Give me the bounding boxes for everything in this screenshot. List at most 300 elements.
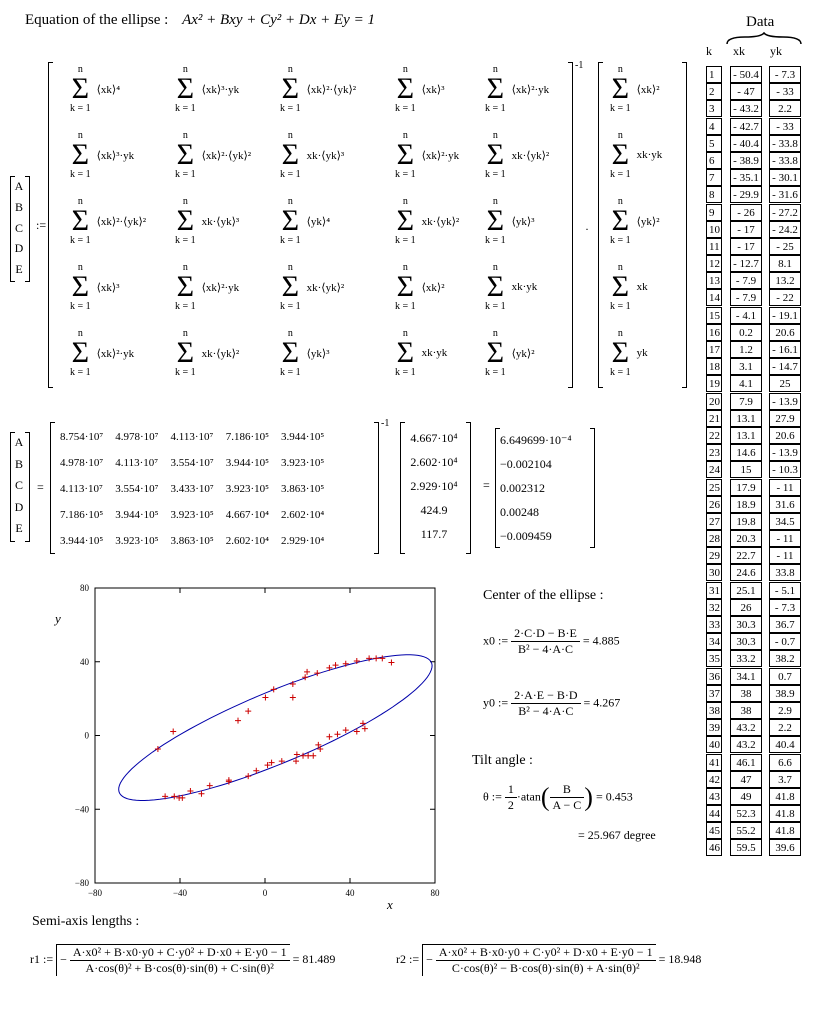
sum-term <box>610 64 660 114</box>
matrix-cell: 4.113·10⁷ <box>60 483 103 495</box>
x-tick-label: −80 <box>87 888 103 898</box>
k-cell: 12 <box>706 255 722 272</box>
data-point <box>290 695 296 701</box>
x-column <box>730 66 762 857</box>
sigma-icon: Σ <box>611 138 630 171</box>
r2-value: = 18.948 <box>658 951 702 966</box>
x-cell: 49 <box>730 788 762 805</box>
sum-top: n <box>77 196 83 207</box>
k-cell: 38 <box>706 702 722 719</box>
var-label: B <box>14 199 23 214</box>
sum-top: n <box>287 196 293 207</box>
y-cell: 40.4 <box>769 736 801 753</box>
y-cell: 8.1 <box>769 255 801 272</box>
y-tick-label: 80 <box>80 583 89 593</box>
y-cell: - 19.1 <box>769 307 801 324</box>
data-point <box>333 662 339 668</box>
x-cell: 4.1 <box>730 375 762 392</box>
x-cell: 19.8 <box>730 513 762 530</box>
r2-denominator: C·cos(θ)² − B·cos(θ)·sin(θ) + A·sin(θ)² <box>451 961 640 975</box>
k-cell: 46 <box>706 839 722 856</box>
x-axis-label: x <box>387 897 393 910</box>
x-cell: 55.2 <box>730 822 762 839</box>
result-vector <box>500 428 590 548</box>
sum-bottom: k = 1 <box>70 235 91 246</box>
sum-term <box>395 196 459 246</box>
sum-body: ⟨xk⟩²·yk <box>96 347 135 360</box>
var-label: A <box>14 179 24 193</box>
sum-body: ⟨yk⟩² <box>511 347 535 360</box>
y-cell: 0.7 <box>769 668 801 685</box>
matrix-cell: 4.978·10⁷ <box>115 431 159 443</box>
k-cell: 17 <box>706 341 722 358</box>
x-cell: 52.3 <box>730 805 762 822</box>
sum-term <box>280 196 330 246</box>
sum-body: xk·⟨yk⟩² <box>511 149 550 162</box>
k-cell: 3 <box>706 100 722 117</box>
data-point <box>388 659 394 665</box>
r2-minus: − <box>426 952 433 967</box>
sum-term <box>175 196 239 246</box>
sum-bottom: k = 1 <box>175 169 196 180</box>
sum-bottom: k = 1 <box>610 301 631 312</box>
y-cell: 38.9 <box>769 685 801 702</box>
half-numerator: 1 <box>505 782 517 798</box>
sum-term <box>485 64 549 114</box>
y-cell: - 5.1 <box>769 582 801 599</box>
x-cell: - 50.4 <box>730 66 762 83</box>
sum-term <box>395 262 445 312</box>
data-point <box>235 718 241 724</box>
x-cell: 14.6 <box>730 444 762 461</box>
sum-bottom: k = 1 <box>70 103 91 114</box>
var-label: D <box>14 241 24 256</box>
y0-denominator: B² − 4·A·C <box>518 704 574 718</box>
data-point <box>271 686 277 692</box>
k-cell: 20 <box>706 393 722 410</box>
y-tick-label: 40 <box>80 656 89 667</box>
k-cell: 28 <box>706 530 722 547</box>
sum-body: ⟨xk⟩⁴ <box>96 83 121 96</box>
var-label: C <box>14 478 23 493</box>
sum-body: yk <box>636 347 648 359</box>
sum-body: ⟨xk⟩²·⟨yk⟩² <box>201 149 252 162</box>
sigma-icon: Σ <box>281 138 300 171</box>
sum-top: n <box>492 262 498 273</box>
x-cell: 15 <box>730 461 762 478</box>
sigma-icon: Σ <box>486 138 505 171</box>
y-cell: 25 <box>769 375 801 392</box>
k-cell: 14 <box>706 289 722 306</box>
sigma-icon: Σ <box>176 72 195 105</box>
x-tick-label: 0 <box>262 888 268 898</box>
x-cell: - 42.7 <box>730 118 762 135</box>
y-cell: 20.6 <box>769 427 801 444</box>
y-cell: - 33 <box>769 83 801 100</box>
k-cell: 41 <box>706 754 722 771</box>
r1-minus: − <box>60 952 67 967</box>
x-cell: 3.1 <box>730 358 762 375</box>
sum-term <box>485 262 537 312</box>
equals-op: = <box>37 480 44 494</box>
var-label: E <box>15 262 23 277</box>
sum-body: xk·yk <box>636 149 663 161</box>
x-cell: 7.9 <box>730 393 762 410</box>
k-cell: 1 <box>706 66 722 83</box>
y-cell: 2.9 <box>769 702 801 719</box>
sum-bottom: k = 1 <box>70 169 91 180</box>
sum-body: ⟨xk⟩³ <box>421 83 445 96</box>
sum-bottom: k = 1 <box>610 103 631 114</box>
y-cell: - 11 <box>769 530 801 547</box>
sum-bottom: k = 1 <box>610 169 631 180</box>
x0-denominator: B² − 4·A·C <box>517 642 573 656</box>
title-text: Equation of the ellipse : <box>25 12 169 28</box>
sum-body: ⟨xk⟩³·yk <box>96 149 135 162</box>
sigma-icon: Σ <box>396 270 415 303</box>
y-header: yk <box>770 44 782 58</box>
y-cell: 41.8 <box>769 805 801 822</box>
k-cell: 27 <box>706 513 722 530</box>
sum-top: n <box>287 262 293 273</box>
x-cell: 38 <box>730 685 762 702</box>
sigma-icon: Σ <box>71 336 90 369</box>
rhs-cell: 424.9 <box>420 503 448 517</box>
numeric-rhs-vector <box>404 426 464 546</box>
sum-bottom: k = 1 <box>395 301 416 312</box>
sum-term <box>395 64 445 114</box>
inverse-sup-2: -1 <box>381 418 390 429</box>
x-cell: - 26 <box>730 204 762 221</box>
x-cell: 46.1 <box>730 754 762 771</box>
rhs-cell: 2.929·10⁴ <box>410 479 458 493</box>
x0-numerator: 2·C·D − B·E <box>511 626 580 642</box>
x0-formula <box>483 626 620 657</box>
k-cell: 45 <box>706 822 722 839</box>
var-label: A <box>14 435 24 449</box>
data-point <box>304 669 310 675</box>
page-title <box>25 12 375 29</box>
x-cell: 59.5 <box>730 839 762 856</box>
sum-term <box>395 328 447 378</box>
sigma-icon: Σ <box>176 270 195 303</box>
semi-heading: Semi-axis lengths : <box>32 914 140 929</box>
sum-top: n <box>617 130 623 141</box>
sum-body: xk·yk <box>511 281 538 293</box>
tilt-heading: Tilt angle : <box>472 753 533 768</box>
matrix-cell: 4.113·10⁷ <box>115 457 159 469</box>
result-cell: 0.002312 <box>500 481 545 495</box>
sum-body: ⟨xk⟩²·⟨yk⟩² <box>306 83 357 96</box>
data-title: Data <box>746 14 775 30</box>
sum-bottom: k = 1 <box>485 169 506 180</box>
data-point <box>262 695 268 701</box>
x-cell: 17.9 <box>730 479 762 496</box>
matrix-cell: 3.923·10⁵ <box>170 509 214 521</box>
y-cell: 38.2 <box>769 650 801 667</box>
y-cell: - 14.7 <box>769 358 801 375</box>
k-cell: 36 <box>706 668 722 685</box>
sum-term <box>70 196 146 246</box>
k-cell: 10 <box>706 221 722 238</box>
k-header: k <box>706 44 712 58</box>
sum-bottom: k = 1 <box>70 301 91 312</box>
sum-term <box>485 130 549 180</box>
matrix-cell: 3.923·10⁵ <box>115 535 159 547</box>
var-label: B <box>14 456 23 471</box>
matrix-cell: 3.554·10⁷ <box>115 483 159 495</box>
sum-body: ⟨xk⟩²·yk <box>511 83 550 96</box>
sum-term <box>175 262 239 312</box>
y-cell: - 33 <box>769 118 801 135</box>
plot-frame <box>95 588 435 883</box>
sum-top: n <box>617 196 623 207</box>
result-cell: 6.649699·10⁻⁴ <box>500 433 572 447</box>
k-cell: 16 <box>706 324 722 341</box>
y-cell: 2.2 <box>769 100 801 117</box>
sigma-icon: Σ <box>71 270 90 303</box>
numeric-matrix <box>54 424 330 554</box>
assign-op: := <box>36 218 47 232</box>
ellipse-equation: Ax² + Bxy + Cy² + Dx + Ey = 1 <box>182 12 375 28</box>
matrix-cell: 2.602·10⁴ <box>225 535 269 547</box>
sum-body: ⟨xk⟩²·yk <box>201 281 240 294</box>
k-cell: 8 <box>706 186 722 203</box>
var-label: D <box>14 499 24 514</box>
x-cell: - 38.9 <box>730 152 762 169</box>
sum-bottom: k = 1 <box>610 235 631 246</box>
result-cell: −0.009459 <box>500 529 552 543</box>
sum-bottom: k = 1 <box>175 301 196 312</box>
sum-body: xk·⟨yk⟩³ <box>201 215 240 228</box>
rhs-cell: 117.7 <box>420 527 448 541</box>
k-cell: 33 <box>706 616 722 633</box>
equals-op-2: = <box>483 478 490 492</box>
x-cell: 26 <box>730 599 762 616</box>
sigma-icon: Σ <box>611 270 630 303</box>
k-cell: 5 <box>706 135 722 152</box>
inverse-sup: -1 <box>575 60 584 71</box>
sum-term <box>280 328 330 378</box>
y-cell: - 31.6 <box>769 186 801 203</box>
y-cell: 31.6 <box>769 496 801 513</box>
data-point <box>314 670 320 676</box>
x-cell: 33.2 <box>730 650 762 667</box>
y-tick-label: −40 <box>74 804 89 815</box>
r1-numerator: A·x0² + B·x0·y0 + C·y0² + D·x0 + E·y0 − 1 <box>70 945 290 961</box>
x-cell: 24.6 <box>730 564 762 581</box>
x-cell: - 43.2 <box>730 100 762 117</box>
sigma-icon: Σ <box>486 270 505 303</box>
y-cell: 41.8 <box>769 788 801 805</box>
k-cell: 42 <box>706 771 722 788</box>
sum-top: n <box>287 328 293 339</box>
k-cell: 21 <box>706 410 722 427</box>
x-cell: - 17 <box>730 221 762 238</box>
y-cell: - 11 <box>769 547 801 564</box>
x-cell: - 40.4 <box>730 135 762 152</box>
x-cell: - 47 <box>730 83 762 100</box>
k-cell: 7 <box>706 169 722 186</box>
sum-bottom: k = 1 <box>395 103 416 114</box>
x-cell: - 35.1 <box>730 169 762 186</box>
sum-term <box>70 262 120 312</box>
k-cell: 44 <box>706 805 722 822</box>
sum-body: xk·yk <box>421 347 448 359</box>
sum-bottom: k = 1 <box>485 367 506 378</box>
sum-bottom: k = 1 <box>280 367 301 378</box>
matrix-cell: 3.433·10⁷ <box>170 483 214 495</box>
x-cell: - 7.9 <box>730 272 762 289</box>
x-cell: 43.2 <box>730 736 762 753</box>
r1-value: = 81.489 <box>292 951 336 966</box>
y-cell: 33.8 <box>769 564 801 581</box>
sum-body: xk·⟨yk⟩² <box>421 215 460 228</box>
x-cell: 30.3 <box>730 616 762 633</box>
data-point <box>334 731 340 737</box>
k-cell: 30 <box>706 564 722 581</box>
y0-formula <box>483 688 620 719</box>
matrix-cell: 2.602·10⁴ <box>281 509 325 521</box>
sigma-icon: Σ <box>396 72 415 105</box>
matrix-cell: 3.923·10⁵ <box>225 483 269 495</box>
x-cell: 38 <box>730 702 762 719</box>
dot-op: · <box>585 222 589 236</box>
x-cell: 1.2 <box>730 341 762 358</box>
sum-term <box>175 64 239 114</box>
matrix-cell: 4.978·10⁷ <box>60 457 104 469</box>
sum-body: ⟨yk⟩³ <box>306 347 330 360</box>
data-point <box>343 727 349 733</box>
sum-term <box>280 262 344 312</box>
sigma-icon: Σ <box>176 336 195 369</box>
x-cell: 18.9 <box>730 496 762 513</box>
y-cell: - 22 <box>769 289 801 306</box>
sum-body: ⟨yk⟩³ <box>511 215 535 228</box>
y-tick-label: 0 <box>84 730 89 741</box>
sum-top: n <box>492 328 498 339</box>
y-cell: - 24.2 <box>769 221 801 238</box>
x-header: xk <box>733 44 745 58</box>
y-column <box>769 66 801 857</box>
sum-top: n <box>182 196 188 207</box>
sum-top: n <box>402 130 408 141</box>
y0-numerator: 2·A·E − B·D <box>511 688 580 704</box>
result-cell: −0.002104 <box>500 457 552 471</box>
matrix-cell: 4.667·10⁴ <box>225 509 269 521</box>
sigma-icon: Σ <box>611 204 630 237</box>
k-column <box>706 66 722 857</box>
sum-term <box>70 64 120 114</box>
sum-term <box>610 262 648 312</box>
sigma-icon: Σ <box>486 204 505 237</box>
k-cell: 29 <box>706 547 722 564</box>
sum-top: n <box>617 262 623 273</box>
sigma-icon: Σ <box>71 204 90 237</box>
tilt-denominator: A − C <box>552 798 582 812</box>
x-cell: 25.1 <box>730 582 762 599</box>
k-cell: 6 <box>706 152 722 169</box>
x-tick-label: 80 <box>430 888 440 898</box>
data-point <box>171 793 177 799</box>
y-cell: 20.6 <box>769 324 801 341</box>
k-cell: 18 <box>706 358 722 375</box>
sum-bottom: k = 1 <box>175 103 196 114</box>
y-cell: - 13.9 <box>769 393 801 410</box>
sigma-icon: Σ <box>486 336 505 369</box>
sum-term <box>610 130 662 180</box>
k-cell: 19 <box>706 375 722 392</box>
k-cell: 26 <box>706 496 722 513</box>
sum-bottom: k = 1 <box>280 235 301 246</box>
matrix-cell: 8.754·10⁷ <box>60 431 104 443</box>
k-cell: 37 <box>706 685 722 702</box>
k-cell: 4 <box>706 118 722 135</box>
k-cell: 23 <box>706 444 722 461</box>
sigma-icon: Σ <box>396 336 415 369</box>
sum-top: n <box>402 262 408 273</box>
k-cell: 9 <box>706 204 722 221</box>
x0-label: x0 := <box>483 633 509 648</box>
y-axis-label: y <box>55 611 61 626</box>
k-cell: 32 <box>706 599 722 616</box>
sum-top: n <box>402 328 408 339</box>
x-cell: - 4.1 <box>730 307 762 324</box>
y0-value: = 4.267 <box>583 695 621 710</box>
k-cell: 34 <box>706 633 722 650</box>
k-cell: 15 <box>706 307 722 324</box>
k-cell: 35 <box>706 650 722 667</box>
sigma-icon: Σ <box>176 204 195 237</box>
x-tick-label: 40 <box>345 888 355 898</box>
y-cell: 27.9 <box>769 410 801 427</box>
sum-bottom: k = 1 <box>395 367 416 378</box>
matrix-cell: 3.923·10⁵ <box>281 457 325 469</box>
sigma-icon: Σ <box>281 72 300 105</box>
x-cell: 47 <box>730 771 762 788</box>
k-cell: 43 <box>706 788 722 805</box>
var-label: E <box>15 521 23 536</box>
x-cell: 34.1 <box>730 668 762 685</box>
sum-bottom: k = 1 <box>485 235 506 246</box>
sum-top: n <box>287 130 293 141</box>
k-cell: 13 <box>706 272 722 289</box>
x-cell: 13.1 <box>730 427 762 444</box>
x-cell: - 17 <box>730 238 762 255</box>
y-cell: - 16.1 <box>769 341 801 358</box>
sum-top: n <box>77 130 83 141</box>
center-heading: Center of the ellipse : <box>483 588 604 603</box>
sum-top: n <box>492 130 498 141</box>
sum-term <box>485 328 535 378</box>
y-cell: - 10.3 <box>769 461 801 478</box>
sum-top: n <box>617 328 623 339</box>
sum-top: n <box>77 328 83 339</box>
r2-formula <box>396 944 701 976</box>
sum-term <box>70 130 134 180</box>
sum-body: ⟨xk⟩² <box>421 281 445 294</box>
sum-term <box>280 130 344 180</box>
y-cell: 41.8 <box>769 822 801 839</box>
y-cell: 39.6 <box>769 839 801 856</box>
ellipse-chart <box>50 580 450 910</box>
sum-top: n <box>182 328 188 339</box>
sum-term <box>70 328 134 378</box>
data-point <box>373 655 379 661</box>
matrix-cell: 2.929·10⁴ <box>281 535 325 547</box>
x-cell: 0.2 <box>730 324 762 341</box>
matrix-cell: 7.186·10⁵ <box>225 431 269 443</box>
